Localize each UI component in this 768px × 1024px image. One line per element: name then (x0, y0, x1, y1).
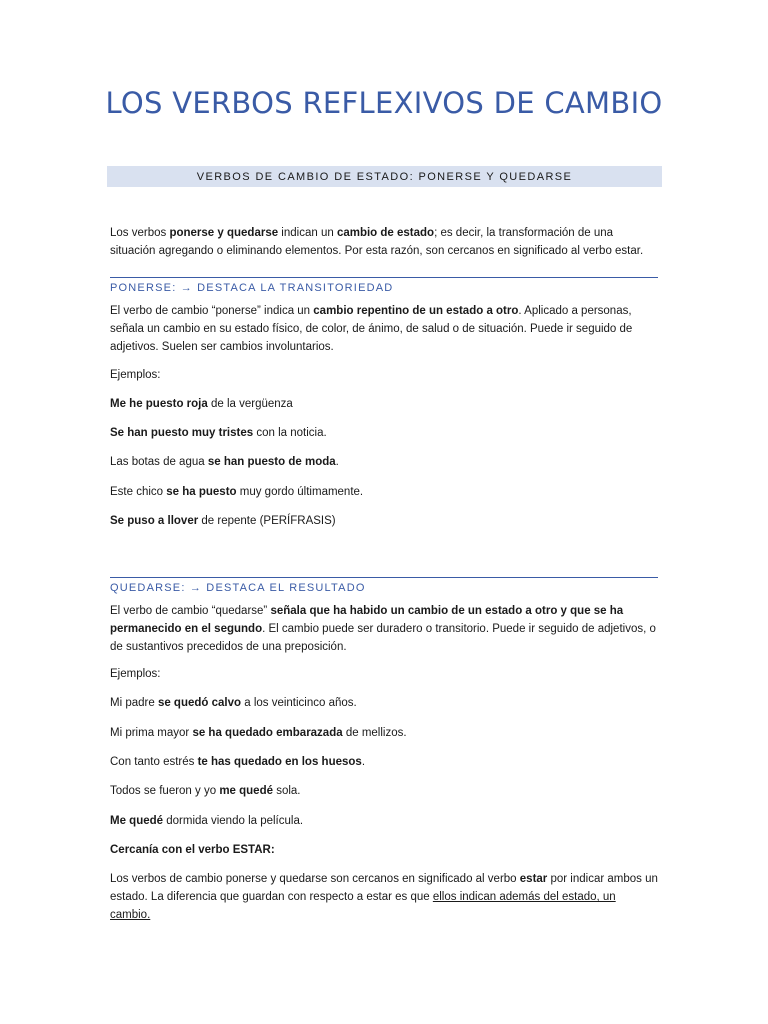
page-title: LOS VERBOS REFLEXIVOS DE CAMBIO (105, 86, 663, 120)
ponerse-example-1: Me he puesto roja de la vergüenza (110, 398, 293, 410)
quedarse-example-4: Todos se fueron y yo me quedé sola. (110, 785, 301, 797)
ponerse-examples-label: Ejemplos: (110, 369, 161, 381)
section-divider (110, 577, 658, 578)
ponerse-example-4: Este chico se ha puesto muy gordo últimamente. (110, 486, 364, 498)
intro-paragraph: Los verbos ponerse y quedarse indican un cambio de estado; es decir, la transformación de una situación agregando o eliminando elementos. Por esta razón, son cercanos en significado al verbo estar. (110, 227, 644, 257)
ponerse-example-2: Se han puesto muy tristes con la noticia. (110, 427, 327, 439)
ponerse-description: El verbo de cambio “ponerse” indica un cambio repentino de un estado a otro. Aplicado a personas, señala un cambio en su estado físico, de color, de ánimo, de salud o de situación. Puede ir seguido de adjetivos. Suelen ser cambios involuntarios. (110, 305, 633, 353)
estar-paragraph: Los verbos de cambio ponerse y quedarse son cercanos en significado al verbo estar por indicar ambos un estado. La diferencia que guardan con respecto a estar es que ellos indican además del estado, un cambio. (110, 873, 658, 921)
section-banner: VERBOS DE CAMBIO DE ESTADO: PONERSE Y QUEDARSE (107, 166, 662, 187)
estar-heading: Cercanía con el verbo ESTAR: (110, 844, 275, 856)
ponerse-example-3: Las botas de agua se han puesto de moda. (110, 456, 339, 468)
ponerse-heading: PONERSE: → DESTACA LA TRANSITORIEDAD (110, 282, 394, 294)
quedarse-heading: QUEDARSE: → DESTACA EL RESULTADO (110, 582, 366, 594)
quedarse-example-1: Mi padre se quedó calvo a los veinticinco años. (110, 697, 357, 709)
section-divider (110, 277, 658, 278)
quedarse-examples-label: Ejemplos: (110, 668, 161, 680)
quedarse-example-2: Mi prima mayor se ha quedado embarazada de mellizos. (110, 727, 407, 739)
ponerse-example-5: Se puso a llover de repente (PERÍFRASIS) (110, 515, 336, 527)
quedarse-example-5: Me quedé dormida viendo la película. (110, 815, 304, 827)
quedarse-example-3: Con tanto estrés te has quedado en los huesos. (110, 756, 366, 768)
quedarse-description: El verbo de cambio “quedarse” señala que ha habido un cambio de un estado a otro y que se ha permanecido en el segundo. El cambio puede ser duradero o transitorio. Puede ir seguido de adjetivos, o de sustantivos precedidos de una preposición. (110, 605, 656, 653)
